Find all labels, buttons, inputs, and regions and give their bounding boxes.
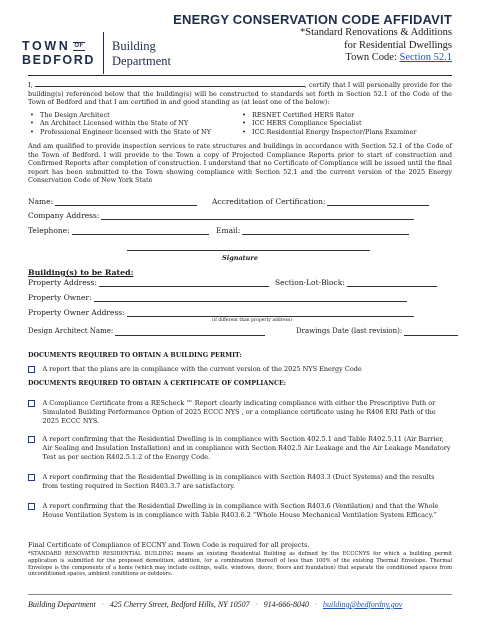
title-block	[173, 12, 452, 65]
footer-department: Building Department	[28, 600, 96, 609]
standard-renovation-footnote: *STANDARD RENOVATED RESIDENTIAL BUILDING means an existing Residential Building as defined by the ECCCNYS for which a building permit application is submitted for the proposed demolition, addition, (or a combination thereof) of less than 100% of the existing Thermal Envelope. Thermal Envelope is the components of a home (which may include ceilings, walls, windows, doors, floors and foundation) that separate the conditioned spaces from unconditioned spaces, ambient conditions or outdoors.	[28, 551, 452, 578]
header-rule	[28, 75, 452, 76]
email-field[interactable]	[242, 227, 409, 235]
qualifications-list	[28, 111, 452, 136]
drawings-date-label: Drawings Date (last revision):	[296, 327, 403, 335]
compliance-document-text: A report confirming that the Residential Dwelling is in compliance with Section R403.3 (Duct Systems) and the results from testing required in Section R403.3.7 are satisfactory.	[42, 473, 435, 490]
qualifications-left-column	[28, 111, 240, 136]
page-footer	[28, 600, 402, 609]
property-address-field[interactable]	[99, 279, 269, 287]
footer-email-link[interactable]: building@bedfordny.gov	[322, 600, 403, 609]
checkbox[interactable]	[28, 366, 35, 373]
design-architect-label: Design Architect Name:	[28, 327, 114, 335]
footer-separator: ·	[314, 600, 317, 609]
signature-label: Signature	[222, 254, 258, 262]
telephone-field[interactable]	[72, 227, 209, 235]
owner-address-label: Property Owner Address:	[28, 308, 125, 317]
qualification-item: • Professional Engineer licensed with the State of NY	[28, 128, 240, 136]
compliance-document-item	[28, 473, 452, 491]
footer-separator: ·	[255, 600, 258, 609]
design-architect-row	[28, 327, 265, 336]
design-architect-field[interactable]	[115, 328, 265, 336]
compliance-document-item	[28, 399, 452, 426]
footer-rule	[28, 594, 452, 595]
compliance-document-text: A report confirming that the Residential Dwelling is in compliance with Section R403.6 (Ventilation) and that the Whole House Ventilation System is in compliance with Table R403.6.2 “Whole House Mechanical Ventilation System Efficacy.”	[42, 502, 439, 519]
department-line-2: Department	[112, 54, 172, 68]
logo-divider	[103, 32, 104, 74]
logo-town-text: TOWN	[22, 39, 71, 53]
compliance-document-item	[28, 502, 452, 520]
department-line-1: Building	[112, 39, 156, 53]
drawings-date-row	[296, 327, 458, 336]
drawings-date-field[interactable]	[404, 328, 458, 336]
compliance-document-text: A Compliance Certificate from a REScheck ™ Report clearly indicating compliance with either the Prescriptive Path or Simulated Building Performance Option of 2025 ECCC NYS , or a compliance certificate using he R406 ERI Path of the 2025 ECCC NYS.	[42, 399, 436, 425]
accreditation-field[interactable]	[327, 198, 429, 206]
certification-i-label: I,	[28, 81, 33, 89]
certification-text: , certify that I will personally provide for the building(s) referenced below that the building(s) will be constructed to standards set forth in Section 52.1 of the Code of the Town of Bedford and that I am certified in and good standing as (at least one of the below):	[28, 81, 452, 107]
accreditation-row	[212, 197, 429, 206]
permit-document-text: A report that the plans are in compliance with the current version of the 2025 NYS Energy Code	[42, 365, 362, 373]
logo-bedford-text: BEDFORD	[22, 53, 96, 67]
section-lot-block-field[interactable]	[347, 279, 437, 287]
qualifications-right-column	[240, 111, 452, 136]
owner-address-field[interactable]	[127, 309, 414, 317]
certifier-name-field[interactable]	[35, 80, 305, 87]
qualification-item: • ICC HERS Compliance Specialist	[240, 119, 452, 127]
compliance-documents-heading: DOCUMENTS REQUIRED TO OBTAIN A CERTIFICATE OF COMPLIANCE:	[28, 380, 287, 387]
owner-address-note: (if different than property address)	[212, 318, 292, 323]
footer-phone: 914-666-8040	[263, 600, 309, 609]
certification-paragraph	[28, 80, 452, 107]
logo-of-text: OF	[74, 43, 84, 49]
qualification-item: • RESNET Certified HERS Rater	[240, 111, 452, 119]
section-lot-block-label: Section-Lot-Block:	[275, 278, 345, 287]
subtitle-line-2: for Residential Dwellings	[344, 39, 452, 51]
checkbox[interactable]	[28, 436, 35, 443]
property-owner-label: Property Owner:	[28, 293, 92, 302]
compliance-document-item	[28, 435, 452, 462]
town-logo	[22, 40, 100, 67]
page-header	[0, 0, 480, 78]
telephone-row	[28, 226, 209, 235]
section-52-1-link[interactable]: Section 52.1	[399, 52, 452, 63]
building-section-heading: Building(s) to be Rated:	[28, 268, 134, 277]
signature-field[interactable]	[127, 250, 370, 251]
footer-separator: ·	[101, 600, 104, 609]
name-field[interactable]	[55, 198, 197, 206]
qualification-item: • An Architect Licensed within the State of NY	[28, 119, 240, 127]
checkbox[interactable]	[28, 503, 35, 510]
section-lot-block-row	[275, 278, 437, 287]
qualification-item: • The Design Architect	[28, 111, 240, 119]
email-row	[216, 226, 409, 235]
telephone-label: Telephone:	[28, 226, 70, 235]
subtitle-line-1: *Standard Renovations & Additions	[300, 27, 452, 38]
owner-address-row	[28, 308, 414, 317]
property-address-label: Property Address:	[28, 278, 97, 287]
property-address-row	[28, 278, 269, 287]
name-row	[28, 197, 197, 206]
town-code-reference	[173, 52, 452, 65]
checkbox[interactable]	[28, 400, 35, 407]
checkbox[interactable]	[28, 474, 35, 481]
final-certificate-text: Final Certificate of Compliance of ECCNY and Town Code is required for all projects.	[28, 541, 310, 549]
email-label: Email:	[216, 226, 241, 235]
document-title: ENERGY CONSERVATION CODE AFFIDAVIT	[173, 12, 452, 27]
qualification-item: • ICC Residential Energy Inspector/Plans Examiner	[240, 128, 452, 136]
compliance-document-text: A report confirming that the Residential Dwelling is in compliance with Section 402.5.1 and Table R402.5.11 (Air Barrier, Air Sealing and Insulation Installation) and in compliance with Section R402.5 Air Leakage and the Air Leakage Mandatory Test as per section R402.5.1.2 of the Energy Code.	[42, 435, 451, 461]
property-owner-field[interactable]	[94, 294, 407, 302]
company-address-label: Company Address:	[28, 211, 100, 220]
town-code-prefix: Town Code:	[345, 52, 397, 63]
department-name	[112, 39, 171, 69]
permit-document-item	[28, 365, 452, 374]
permit-documents-heading: DOCUMENTS REQUIRED TO OBTAIN A BUILDING PERMIT:	[28, 352, 242, 359]
company-address-field[interactable]	[101, 212, 414, 220]
property-owner-row	[28, 293, 407, 302]
name-label: Name:	[28, 197, 54, 206]
accreditation-label: Accreditation of Certification:	[212, 197, 326, 206]
qualification-statement: And am qualified to provide inspection services to rate structures and buildings in accordance with Section 52.1 of the Code of the Town of Bedford. I will provide to the Town a copy of Projected Compliance Reports prior to start of construction and Confirmed Reports after completion of construction. I understand that no Certificate of Compliance will be issued until the final report has been submitted to the Town showing compliance with Section 52.1 and the current version of the 2025 Energy Conservation Code of New York State	[28, 142, 452, 185]
footer-address: 425 Cherry Street, Bedford Hills, NY 10507	[109, 600, 250, 609]
company-address-row	[28, 211, 414, 220]
